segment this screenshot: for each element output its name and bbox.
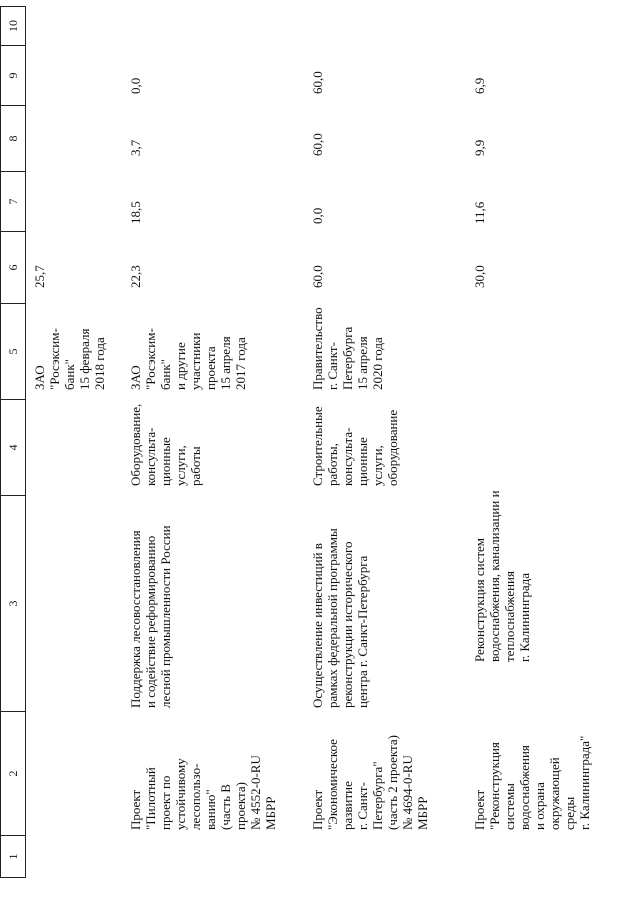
row-2-col-6: 60,0 (310, 265, 325, 288)
row-1-col-5: ЗАО "Росэксим- банк" и другие участники проекта 15 апреля 2017 года (128, 328, 248, 390)
row-3-col-7: 11,6 (472, 201, 487, 224)
column-header-6: 6 (0, 232, 26, 304)
row-0-col-6: 25,7 (32, 265, 47, 288)
row-3-col-9: 6,9 (472, 77, 487, 94)
column-header-10: 10 (0, 6, 26, 46)
row-1-col-8: 3,7 (128, 139, 143, 156)
row-2-col-3: Осуществление инвестиций в рамках федеральной программы реконструкции исторического центра г. Санкт-Петербурга (310, 528, 370, 708)
column-header-8: 8 (0, 106, 26, 172)
column-header-3: 3 (0, 496, 26, 712)
row-3-col-8: 9,9 (472, 139, 487, 156)
row-1-col-7: 18,5 (128, 201, 143, 224)
row-3-col-2: Проект "Реконструкция системы водоснабжения и охрана окружающей среды г. Калининграда" (472, 735, 592, 830)
row-0-col-5: ЗАО "Росэксим- банк" 15 февраля 2018 года (32, 328, 107, 390)
row-2-col-2: Проект "Экономическое развитие г. Санкт- Петербурга" (часть 2 проекта) № 4694-0-RU МБРР (310, 735, 430, 830)
column-header-9: 9 (0, 46, 26, 106)
row-2-col-5: Правительство г. Санкт- Петербурга 15 апреля 2020 года (310, 307, 385, 390)
row-3-col-6: 30,0 (472, 265, 487, 288)
row-1-col-6: 22,3 (128, 265, 143, 288)
row-1-col-3: Поддержка лесовосстановления и содействие реформированию лесной промышленности России (128, 525, 173, 708)
row-1-col-2: Проект "Пилотный проект по устойчивому лесопользо- ванию" (часть В проекта) № 4552-0-RU МБРР (128, 755, 278, 830)
row-2-col-7: 0,0 (310, 207, 325, 224)
row-3-col-3: Реконструкция систем водоснабжения, канализации и теплоснабжения г. Калининграда (472, 490, 532, 662)
column-header-4: 4 (0, 400, 26, 496)
row-2-col-9: 60,0 (310, 71, 325, 94)
column-header-5: 5 (0, 304, 26, 400)
column-header-7: 7 (0, 172, 26, 232)
row-2-col-8: 60,0 (310, 133, 325, 156)
row-1-col-9: 0,0 (128, 77, 143, 94)
column-header-1: 1 (0, 836, 26, 878)
row-2-col-4: Строительные работы, консульта- ционные услуги, оборудование (310, 406, 400, 486)
column-header-2: 2 (0, 712, 26, 836)
row-1-col-4: Оборудование, консульта- ционные услуги, работы (128, 403, 203, 486)
